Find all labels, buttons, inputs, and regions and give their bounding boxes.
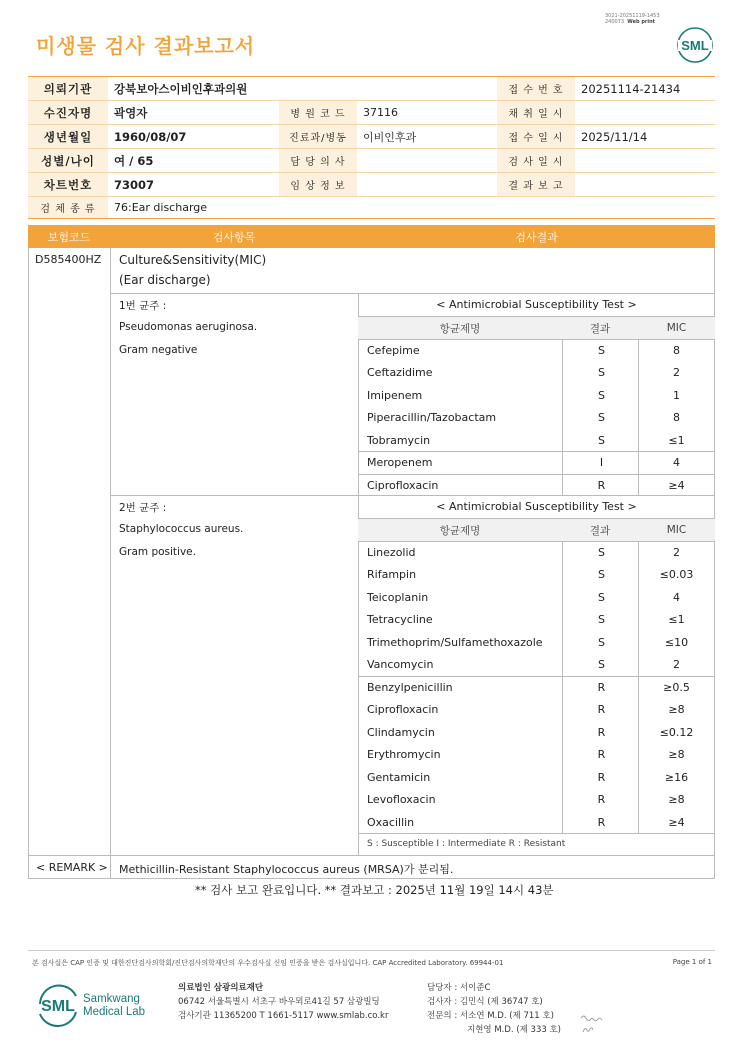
- value-dept: 이비인후과: [363, 130, 417, 144]
- drug-result: R: [597, 793, 606, 807]
- report-code: [605, 13, 660, 25]
- value-specimen: 76:Ear discharge: [114, 201, 208, 214]
- insurance-code: D585400HZ: [35, 253, 102, 266]
- value-patient: 곽영자: [114, 105, 148, 120]
- drug-result: R: [597, 478, 606, 492]
- drug-row: [358, 766, 715, 789]
- label-birth: 생년월일: [28, 125, 108, 148]
- value-receipt-date: 2025/11/14: [581, 129, 648, 144]
- drug-name: Benzylpenicillin: [367, 680, 453, 694]
- drug-row: [358, 384, 715, 407]
- sub-drug-label: 항균제명: [439, 322, 481, 335]
- drug-name: Trimethoprim/Sulfamethoxazole: [367, 635, 543, 649]
- drug-mic: ≥8: [668, 703, 685, 717]
- drug-row: [358, 362, 715, 385]
- label-receipt-date: 접 수 일 시: [497, 125, 575, 148]
- org1-gram: Gram negative: [119, 344, 198, 356]
- svg-text:SML: SML: [41, 998, 75, 1015]
- drug-mic: 2: [673, 366, 680, 380]
- grid-line: [110, 248, 111, 878]
- drug-result: S: [598, 658, 605, 672]
- drug-result: R: [597, 725, 606, 739]
- results-header: [28, 225, 715, 248]
- drug-result: S: [598, 411, 605, 425]
- remark-text: Methicillin-Resistant Staphylococcus aureus (MRSA)가 분리됨.: [119, 863, 454, 876]
- col-result: 검사결과: [515, 230, 558, 244]
- drug-row: [358, 609, 715, 632]
- drug-mic: 4: [673, 456, 680, 470]
- sub-drug-label: 항균제명: [439, 524, 481, 537]
- org1-label: 1번 균주 :: [119, 300, 167, 312]
- drug-mic: ≥8: [668, 793, 685, 807]
- staff-specialist1: 전문의 : 서소연 M.D. (제 711 호): [427, 1011, 554, 1021]
- drug-name: Oxacillin: [367, 815, 415, 829]
- staff-specialist2: 지현영 M.D. (제 333 호): [467, 1025, 562, 1035]
- value-request-org: 강북보아스이비인후과의원: [114, 81, 248, 96]
- page-number: Page 1 of 1: [672, 958, 712, 966]
- signature-icon: [577, 1010, 613, 1038]
- drug-name: Cefepime: [367, 343, 420, 357]
- org-contact: 검사기관 11365200 T 1661-5117 www.smlab.co.kr: [178, 1011, 389, 1021]
- org2-name: Staphylococcus aureus.: [119, 523, 244, 535]
- value-doctor: [357, 149, 497, 172]
- svg-text:Medical Lab: Medical Lab: [83, 1006, 146, 1018]
- drug-row: [358, 699, 715, 722]
- drug-name: Ceftazidime: [367, 366, 433, 380]
- drug-mic: 8: [673, 411, 680, 425]
- web-print-label: Web print: [627, 19, 656, 25]
- drug-name: Gentamicin: [367, 770, 431, 784]
- drug-result: R: [597, 815, 606, 829]
- value-birth: 1960/08/07: [114, 129, 187, 144]
- drug-row: [358, 676, 715, 699]
- drug-result: S: [598, 545, 605, 559]
- drug-name: Tobramycin: [367, 433, 431, 447]
- org-address: 06742 서울특별시 서초구 바우뫼로41길 57 삼광빌딩: [178, 997, 380, 1007]
- label-doctor: 담 당 의 사: [279, 149, 357, 172]
- drug-mic: ≥8: [668, 748, 685, 762]
- drug-row: [358, 407, 715, 430]
- drug-row: [358, 541, 715, 564]
- drug-mic: 1: [673, 388, 680, 402]
- drug-mic: ≤1: [668, 613, 685, 627]
- test-specimen: (Ear discharge): [119, 273, 211, 287]
- sub-result-label: 결과: [589, 524, 611, 537]
- drug-name: Rifampin: [367, 568, 417, 582]
- value-test-date: [575, 149, 715, 172]
- drug-result: I: [599, 456, 604, 470]
- drug-result: R: [597, 748, 606, 762]
- sub-mic-label: MIC: [666, 322, 687, 334]
- label-request-org: 의뢰기관: [28, 77, 108, 100]
- sub-result-label: 결과: [589, 322, 611, 335]
- drug-result: S: [598, 433, 605, 447]
- drug-row: [358, 789, 715, 812]
- drug-row: [358, 564, 715, 587]
- report-code-line2: 240073: [605, 19, 625, 25]
- drug-row: [358, 811, 715, 834]
- label-collect-date: 채 취 일 시: [497, 101, 575, 124]
- label-hospital-code: 병 원 코 드: [279, 101, 357, 124]
- drug-result: S: [598, 635, 605, 649]
- sub-mic-label: MIC: [666, 524, 687, 536]
- drug-row: [358, 721, 715, 744]
- label-report: 결 과 보 고: [497, 173, 575, 196]
- drug-mic: ≤0.12: [659, 725, 694, 739]
- drug-result: S: [598, 388, 605, 402]
- drug-mic: ≤1: [668, 433, 685, 447]
- drug-mic: ≤0.03: [659, 568, 694, 582]
- report-complete: ** 검사 보고 완료입니다. ** 결과보고 : 2025년 11월 19일 14시 43분: [195, 883, 554, 897]
- drug-mic: 4: [673, 590, 680, 604]
- drug-row: [358, 631, 715, 654]
- accreditation-note: 본 검사실은 CAP 인증 및 대한진단검사의학회/진단검사의학재단의 우수검사실 신임 인증을 받은 검사실입니다. CAP Accredited Laboratory. 69944-01: [32, 959, 504, 967]
- col-code: 보험코드: [47, 230, 91, 244]
- label-specimen: 검 체 종 류: [28, 197, 108, 218]
- drug-name: Teicoplanin: [367, 590, 429, 604]
- svg-text:SML: SML: [681, 38, 709, 53]
- drug-row: [358, 654, 715, 677]
- label-chart: 차트번호: [28, 173, 108, 196]
- grid-line: [28, 248, 29, 878]
- svg-text:Samkwang: Samkwang: [83, 993, 140, 1005]
- org-info: [178, 981, 388, 1023]
- report-code-line1: 3021-20251119-1453: [605, 13, 660, 19]
- grid-line: [28, 878, 715, 879]
- drug-mic: ≤10: [664, 635, 689, 649]
- drug-name: Clindamycin: [367, 725, 435, 739]
- drug-mic: ≥16: [664, 770, 689, 784]
- ast-title-1: < Antimicrobial Susceptibility Test >: [436, 298, 637, 311]
- drug-mic: ≥4: [668, 815, 685, 829]
- drug-row: [358, 452, 715, 475]
- sml-logo-icon: [676, 26, 714, 64]
- drug-result: R: [597, 680, 606, 694]
- drug-row: [358, 586, 715, 609]
- grid-line: [110, 293, 715, 294]
- staff-tester: 검사자 : 김민식 (제 36747 호): [427, 997, 543, 1007]
- col-item: 검사항목: [212, 230, 256, 244]
- org-name: 의료법인 삼광의료재단: [178, 983, 264, 993]
- ast-subheader-1: [358, 317, 715, 339]
- staff-info: [427, 981, 561, 1037]
- drug-name: Piperacillin/Tazobactam: [367, 411, 497, 425]
- drug-name: Meropenem: [367, 456, 433, 470]
- patient-info-grid: [28, 76, 715, 219]
- label-dept: 진료과/병동: [279, 125, 357, 148]
- page-title: 미생물 검사 결과보고서: [36, 34, 256, 58]
- remark-label: < REMARK >: [36, 861, 108, 874]
- drug-result: S: [598, 590, 605, 604]
- drug-row: [358, 744, 715, 767]
- drug-name: Ciprofloxacin: [367, 703, 439, 717]
- value-sex-age: 여 / 65: [114, 153, 154, 168]
- label-patient: 수진자명: [28, 101, 108, 124]
- ast-title-2: < Antimicrobial Susceptibility Test >: [436, 500, 637, 513]
- drug-name: Ciprofloxacin: [367, 478, 439, 492]
- test-name: Culture&Sensitivity(MIC): [119, 253, 267, 267]
- label-receipt-no: 접 수 번 호: [497, 77, 575, 100]
- footer-divider: [28, 950, 715, 951]
- org1-name: Pseudomonas aeruginosa.: [119, 321, 258, 333]
- drug-row: [358, 474, 715, 497]
- drug-row: [358, 339, 715, 362]
- drug-row: [358, 429, 715, 452]
- staff-manager: 담당자 : 서이준C: [427, 983, 491, 993]
- drug-result: S: [598, 568, 605, 582]
- label-clinical: 임 상 정 보: [279, 173, 357, 196]
- drug-name: Levofloxacin: [367, 793, 436, 807]
- grid-line: [28, 855, 715, 856]
- drug-mic: ≥0.5: [663, 680, 690, 694]
- drug-mic: 2: [673, 545, 680, 559]
- drug-mic: 8: [673, 343, 680, 357]
- value-report: [575, 173, 715, 196]
- drug-name: Imipenem: [367, 388, 423, 402]
- result-legend: S : Susceptible I : Intermediate R : Resistant: [367, 839, 566, 849]
- label-sex-age: 성별/나이: [28, 149, 108, 172]
- org2-gram: Gram positive.: [119, 546, 196, 558]
- value-chart: 73007: [114, 177, 155, 192]
- drug-mic: 2: [673, 658, 680, 672]
- value-clinical: [357, 173, 497, 196]
- drug-result: S: [598, 366, 605, 380]
- drug-result: S: [598, 613, 605, 627]
- value-receipt-no: 20251114-21434: [581, 81, 681, 96]
- drug-name: Vancomycin: [367, 658, 434, 672]
- value-collect-date: [575, 101, 715, 124]
- drug-result: S: [598, 343, 605, 357]
- value-hospital-code: 37116: [363, 106, 398, 119]
- org2-label: 2번 균주 :: [119, 502, 167, 514]
- drug-name: Tetracycline: [367, 613, 433, 627]
- drug-result: R: [597, 703, 606, 717]
- drug-name: Linezolid: [367, 545, 416, 559]
- samkwang-logo-icon: [36, 982, 156, 1028]
- label-test-date: 검 사 일 시: [497, 149, 575, 172]
- ast-subheader-2: [358, 519, 715, 541]
- drug-name: Erythromycin: [367, 748, 441, 762]
- drug-result: R: [597, 770, 606, 784]
- drug-mic: ≥4: [668, 478, 685, 492]
